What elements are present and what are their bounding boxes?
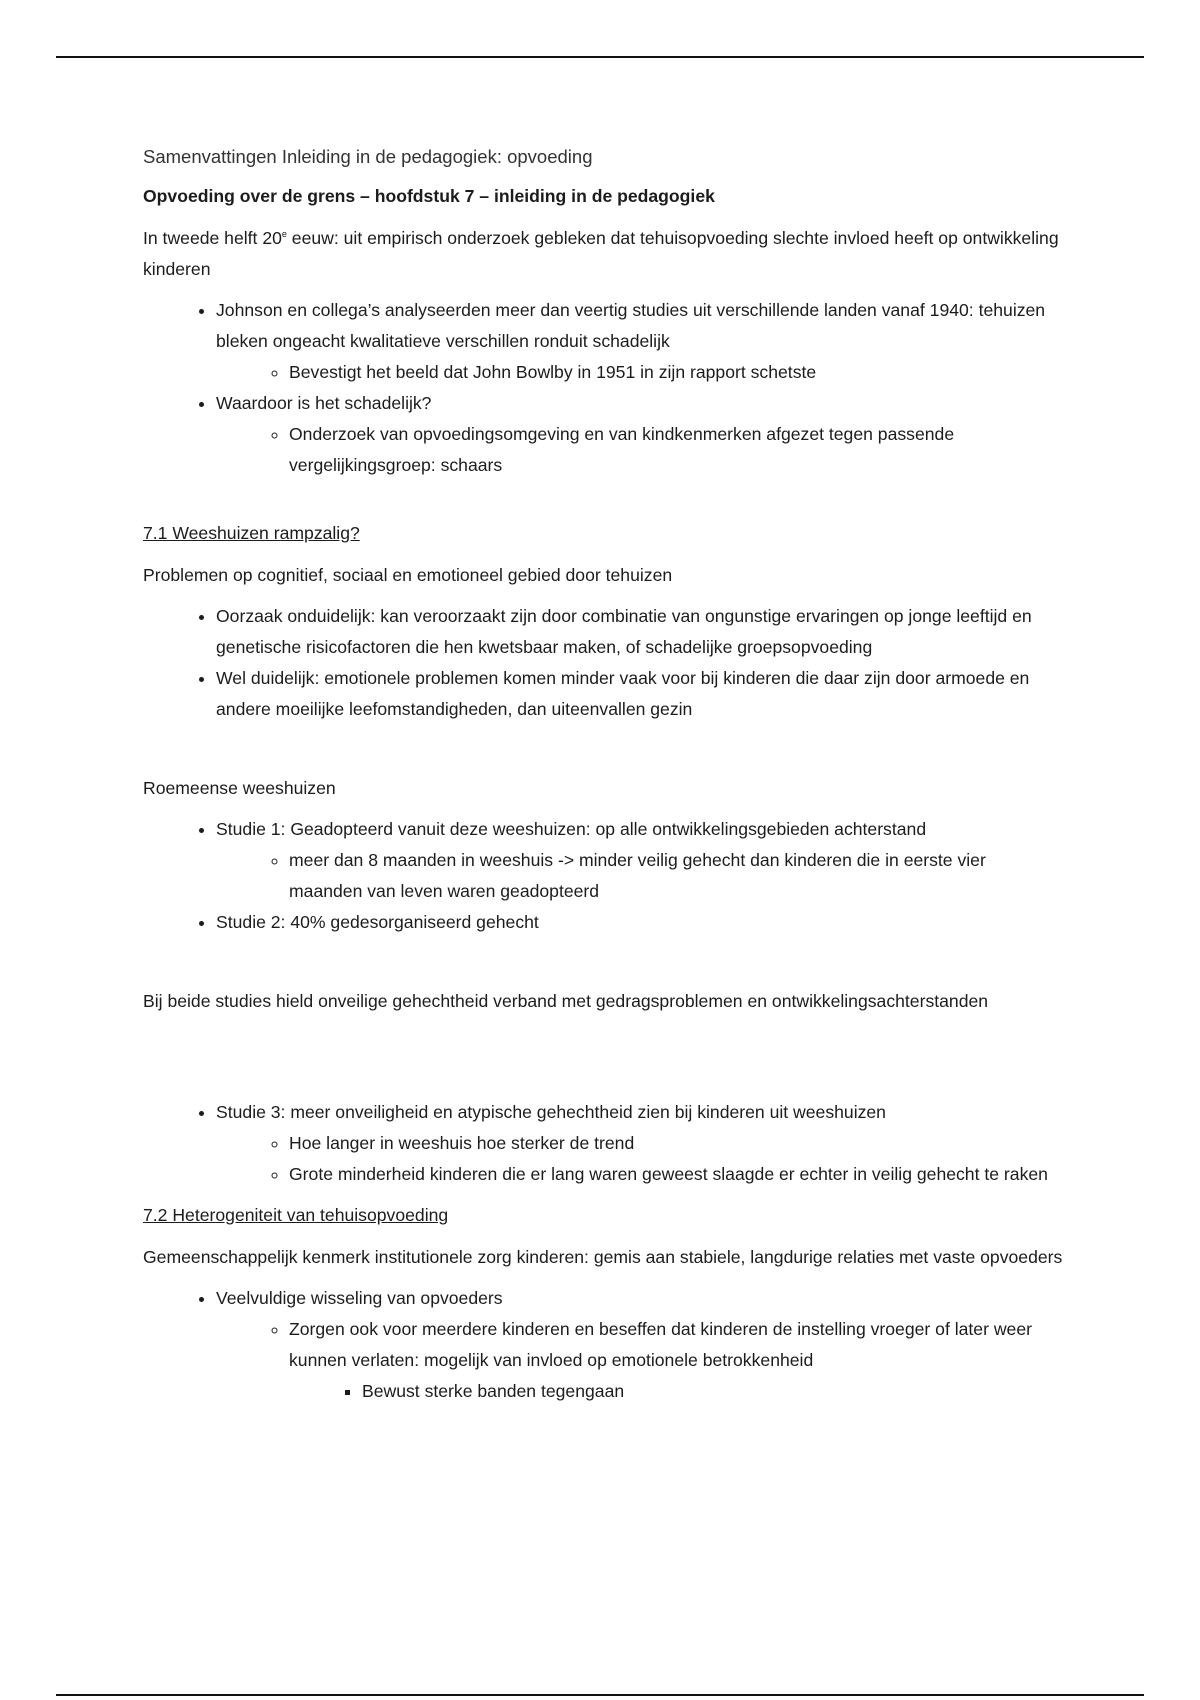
list-item: • Studie 3: meer onveiligheid en atypische gehechtheid zien bij kinderen uit weeshuizen ◦ Hoe langer in weeshuis hoe sterker de trend ◦ Grote minderheid kinderen die er lang waren geweest slaagde er echter in veilig gehecht te raken <box>216 1097 1063 1190</box>
list-item: ▪ Bewust sterke banden tegengaan <box>362 1376 1063 1407</box>
list-item: ◦ Hoe langer in weeshuis hoe sterker de trend <box>289 1128 1063 1159</box>
list-item: • Oorzaak onduidelijk: kan veroorzaakt zijn door combinatie van ongunstige ervaringen op jonge leeftijd en genetische risicofactoren die hen kwetsbaar maken, of schadelijke groepsopvoeding <box>216 601 1063 663</box>
section-heading-7-1: 7.1 Weeshuizen rampzalig? <box>143 523 360 543</box>
list-item: • Studie 1: Geadopteerd vanuit deze weeshuizen: op alle ontwikkelingsgebieden achterstand ◦ meer dan 8 maanden in weeshuis -> minder veilig gehecht dan kinderen die in eerste vier maanden van leven waren geadopteerd <box>216 814 1063 907</box>
list-item: • Johnson en collega’s analyseerden meer dan veertig studies uit verschillende landen vanaf 1940: tehuizen bleken ongeacht kwalitatieve verschillen ronduit schadelijk ◦ Bevestigt het beeld dat John Bowlby in 1951 in zijn rapport schetste <box>216 295 1063 388</box>
list-item: ◦ Zorgen ook voor meerdere kinderen en beseffen dat kinderen de instelling vroeger of later weer kunnen verlaten: mogelijk van invloed op emotionele betrokkenheid ▪ Bewust sterke banden tegengaan <box>289 1314 1063 1407</box>
list-item: • Studie 2: 40% gedesorganiseerd gehecht <box>216 907 1063 938</box>
list-item: ◦ Grote minderheid kinderen die er lang waren geweest slaagde er echter in veilig gehecht te raken <box>289 1159 1063 1190</box>
document-page <box>143 141 1063 1417</box>
spacer <box>143 948 1063 986</box>
intro-bullet-list <box>143 295 1063 481</box>
document-title: Opvoeding over de grens – hoofdstuk 7 – inleiding in de pedagogiek <box>143 186 715 206</box>
study3-bullet-list <box>143 1097 1063 1190</box>
both-studies-paragraph: Bij beide studies hield onveilige gehechtheid verband met gedragsproblemen en ontwikkelingsachterstanden <box>143 991 989 1011</box>
list-item: • Waardoor is het schadelijk? ◦ Onderzoek van opvoedingsomgeving en van kindkenmerken afgezet tegen passende vergelijkingsgroep: schaars <box>216 388 1063 481</box>
romanian-label: Roemeense weeshuizen <box>143 778 336 798</box>
intro-paragraph: In tweede helft 20e eeuw: uit empirisch onderzoek gebleken dat tehuisopvoeding slechte invloed heeft op ontwikkeling kinderen <box>143 228 1059 279</box>
section1-paragraph: Problemen op cognitief, sociaal en emotioneel gebied door tehuizen <box>143 565 673 585</box>
document-header: Samenvattingen Inleiding in de pedagogiek: opvoeding <box>143 146 593 167</box>
footer-rule <box>56 1694 1144 1696</box>
list-item: • Wel duidelijk: emotionele problemen komen minder vaak voor bij kinderen die daar zijn door armoede en andere moeilijke leefomstandigheden, dan uiteenvallen gezin <box>216 663 1063 725</box>
section2-bullet-list <box>143 1283 1063 1407</box>
list-item: • Veelvuldige wisseling van opvoeders ◦ Zorgen ook voor meerdere kinderen en beseffen dat kinderen de instelling vroeger of later weer kunnen verlaten: mogelijk van invloed op emotionele betrokkenheid ▪ Bewust sterke banden tegengaan <box>216 1283 1063 1407</box>
spacer <box>143 1027 1063 1097</box>
section2-paragraph: Gemeenschappelijk kenmerk institutionele zorg kinderen: gemis aan stabiele, langdurige relaties met vaste opvoeders <box>143 1247 1063 1267</box>
list-item: ◦ Bevestigt het beeld dat John Bowlby in 1951 in zijn rapport schetste <box>289 357 1063 388</box>
section1-bullet-list <box>143 601 1063 725</box>
list-item: ◦ Onderzoek van opvoedingsomgeving en van kindkenmerken afgezet tegen passende vergelijkingsgroep: schaars <box>289 419 1063 481</box>
romanian-bullet-list <box>143 814 1063 938</box>
section-heading-7-2: 7.2 Heterogeniteit van tehuisopvoeding <box>143 1205 449 1225</box>
spacer <box>143 735 1063 773</box>
list-item: ◦ meer dan 8 maanden in weeshuis -> minder veilig gehecht dan kinderen die in eerste vier maanden van leven waren geadopteerd <box>289 845 1063 907</box>
header-rule <box>56 56 1144 58</box>
